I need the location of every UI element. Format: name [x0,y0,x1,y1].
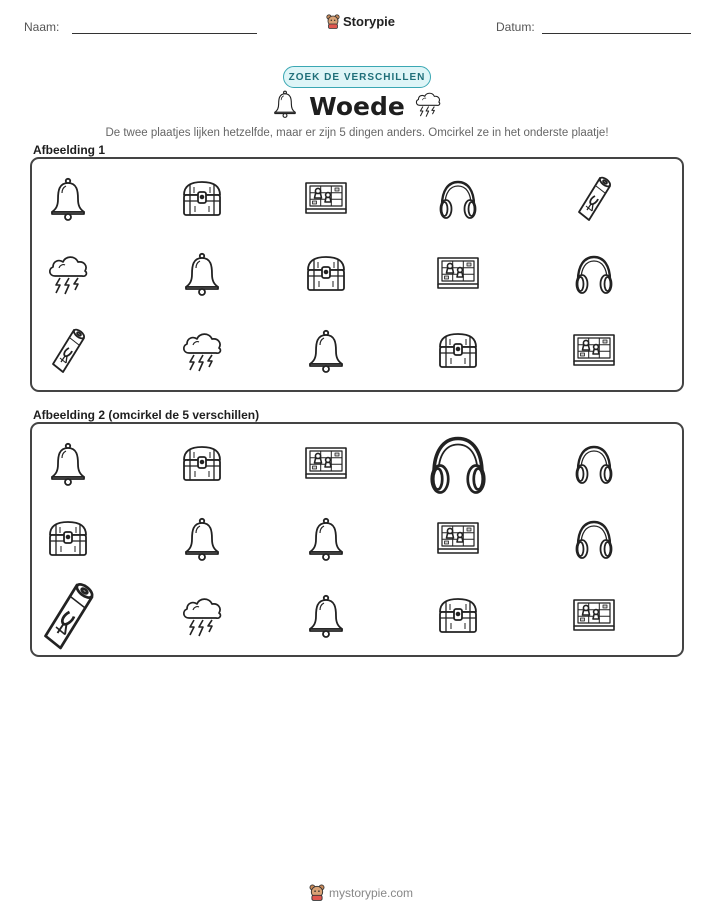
bell-icon [182,252,222,296]
chest-icon[interactable] [180,444,224,484]
name-line[interactable] [72,33,257,34]
bear-mascot-icon [309,884,325,901]
activity-badge: ZOEK DE VERSCHILLEN [283,66,431,88]
picture-panel-2[interactable] [30,422,684,657]
footer-url[interactable]: mystorypie.com [329,885,414,900]
name-label: Naam: [24,20,60,34]
date-label: Datum: [496,20,535,34]
board-icon[interactable] [436,519,480,559]
picture-panel-1 [30,157,684,392]
bell-icon[interactable] [306,517,346,561]
brand-logo [326,14,395,29]
scroll-icon [574,174,614,224]
headphones-icon [572,252,616,296]
chest-icon[interactable] [46,519,90,559]
headphones-icon[interactable] [572,517,616,561]
bell-icon [306,329,346,373]
board-icon[interactable] [304,444,348,484]
bell-icon[interactable] [48,442,88,486]
instructions: De twee plaatjes lijken hetzelfde, maar er zijn 5 dingen anders. Omcirkel ze in het onderste plaatje! [105,127,609,139]
bell-icon[interactable] [306,594,346,638]
board-icon [572,331,616,371]
scroll-icon[interactable] [38,579,98,654]
storm-icon [46,252,90,296]
bell-icon[interactable] [182,517,222,561]
brand-name: Storypie [343,14,396,29]
scroll-icon [48,326,88,376]
storm-icon [180,329,224,373]
storm-icon[interactable] [180,594,224,638]
section-label-2: Afbeelding 2 (omcirkel de 5 verschillen) [33,408,260,422]
chest-icon[interactable] [436,596,480,636]
board-icon[interactable] [572,596,616,636]
headphones-icon[interactable] [425,431,491,497]
date-line[interactable] [542,33,691,34]
bear-mascot-icon [326,14,340,29]
chest-icon [304,254,348,294]
footer [309,884,413,901]
headphones-icon [436,177,480,221]
section-label-1: Afbeelding 1 [33,143,106,157]
headphones-icon[interactable] [572,442,616,486]
chest-icon [436,331,480,371]
chest-icon [180,179,224,219]
board-icon [436,254,480,294]
page-title: Woede [309,92,405,121]
bell-icon [48,177,88,221]
board-icon [304,179,348,219]
storm-cloud-icon [414,90,442,118]
